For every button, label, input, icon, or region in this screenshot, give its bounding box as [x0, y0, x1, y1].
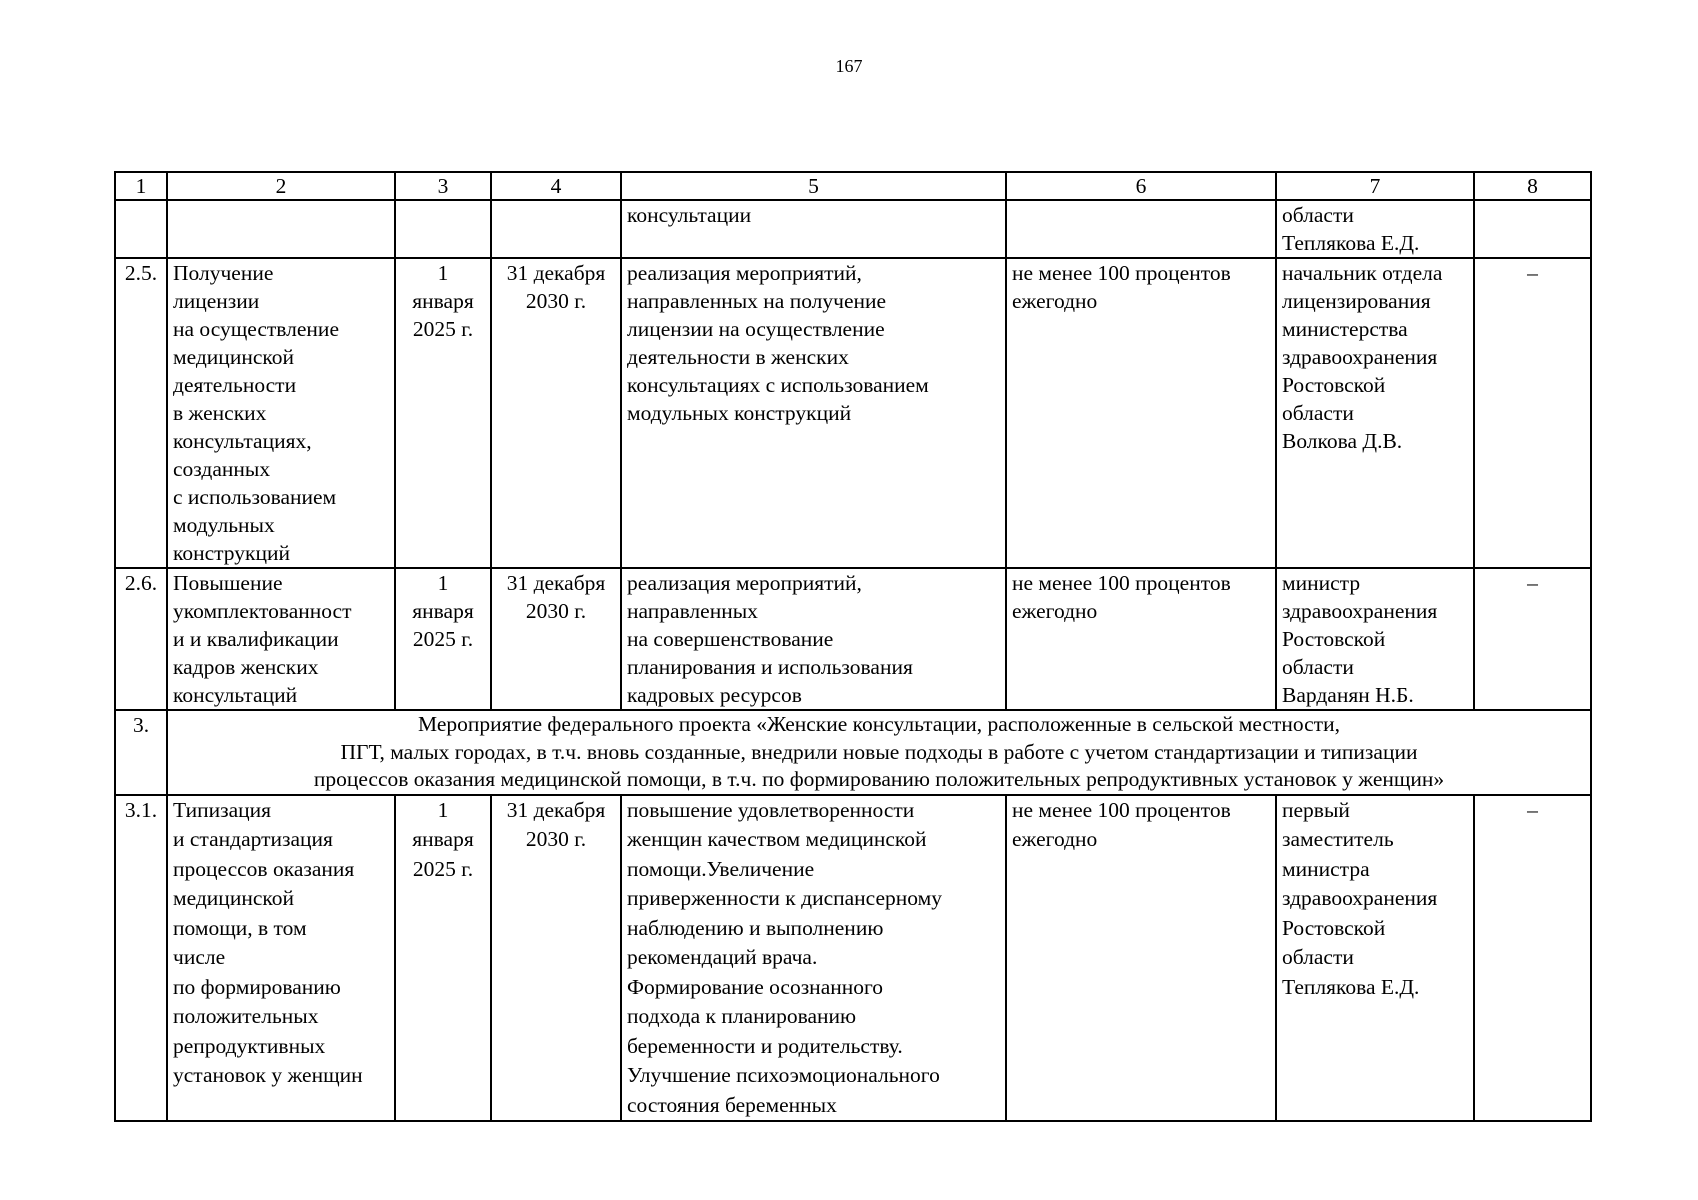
- indicator: не менее 100 процентов ежегодно: [1006, 258, 1276, 568]
- page-number: 167: [835, 56, 863, 76]
- indicator: не менее 100 процентов ежегодно: [1006, 568, 1276, 710]
- indicator: [1006, 200, 1276, 258]
- start-date: [395, 200, 491, 258]
- responsible-person: начальник отдела лицензирования министерства здравоохранения Ростовской области Волкова Д.В.: [1276, 258, 1474, 568]
- section-title: Мероприятие федерального проекта «Женские консультации, расположенные в сельской местности, ПГТ, малых городах, в т.ч. вновь созданные, внедрили новые подходы в работе с учетом стандартизации и типизации процессов оказания медицинской помощи, в т.ч. по формированию положительных репродуктивных установок у женщин»: [167, 710, 1591, 795]
- header-cell: 8: [1474, 172, 1591, 200]
- start-date: 1 января 2025 г.: [395, 795, 491, 1122]
- header-cell: 6: [1006, 172, 1276, 200]
- end-date: [491, 200, 621, 258]
- end-date: 31 декабря 2030 г.: [491, 795, 621, 1122]
- row-number: 3.1.: [115, 795, 167, 1122]
- table-row: [115, 258, 1591, 568]
- expected-result: реализация мероприятий, направленных на получение лицензии на осуществление деятельности в женских консультациях с использованием модульных конструкций: [621, 258, 1006, 568]
- note: –: [1474, 258, 1591, 568]
- row-number: 2.5.: [115, 258, 167, 568]
- start-date: 1 января 2025 г.: [395, 568, 491, 710]
- header-cell: 2: [167, 172, 395, 200]
- responsible-person: области Теплякова Е.Д.: [1276, 200, 1474, 258]
- table-row: [115, 795, 1591, 1122]
- measure-name: Получение лицензии на осуществление медицинской деятельности в женских консультациях, созданных с использованием модульных конструкций: [167, 258, 395, 568]
- table-row: [115, 200, 1591, 258]
- section-row: [115, 710, 1591, 795]
- measure-name: [167, 200, 395, 258]
- expected-result: повышение удовлетворенности женщин качеством медицинской помощи.Увеличение приверженности к диспансерному наблюдению и выполнению рекомендаций врача. Формирование осознанного подхода к планированию беременности и родительству. Улучшение психоэмоционального состояния беременных: [621, 795, 1006, 1122]
- responsible-person: первый заместитель министра здравоохранения Ростовской области Теплякова Е.Д.: [1276, 795, 1474, 1122]
- section-number: 3.: [115, 710, 167, 795]
- measure-name: Типизация и стандартизация процессов оказания медицинской помощи, в том числе по формированию положительных репродуктивных установок у женщин: [167, 795, 395, 1122]
- measures-table: [114, 171, 1592, 1122]
- expected-result: консультации: [621, 200, 1006, 258]
- end-date: 31 декабря 2030 г.: [491, 568, 621, 710]
- header-row: [115, 172, 1591, 200]
- table-row: [115, 568, 1591, 710]
- start-date: 1 января 2025 г.: [395, 258, 491, 568]
- measure-name: Повышение укомплектованност и и квалификации кадров женских консультаций: [167, 568, 395, 710]
- note: –: [1474, 568, 1591, 710]
- end-date: 31 декабря 2030 г.: [491, 258, 621, 568]
- header-cell: 1: [115, 172, 167, 200]
- header-cell: 4: [491, 172, 621, 200]
- responsible-person: министр здравоохранения Ростовской области Варданян Н.Б.: [1276, 568, 1474, 710]
- expected-result: реализация мероприятий, направленных на совершенствование планирования и использования кадровых ресурсов: [621, 568, 1006, 710]
- row-number: [115, 200, 167, 258]
- note: –: [1474, 795, 1591, 1122]
- note: [1474, 200, 1591, 258]
- header-cell: 7: [1276, 172, 1474, 200]
- row-number: 2.6.: [115, 568, 167, 710]
- indicator: не менее 100 процентов ежегодно: [1006, 795, 1276, 1122]
- header-cell: 5: [621, 172, 1006, 200]
- header-cell: 3: [395, 172, 491, 200]
